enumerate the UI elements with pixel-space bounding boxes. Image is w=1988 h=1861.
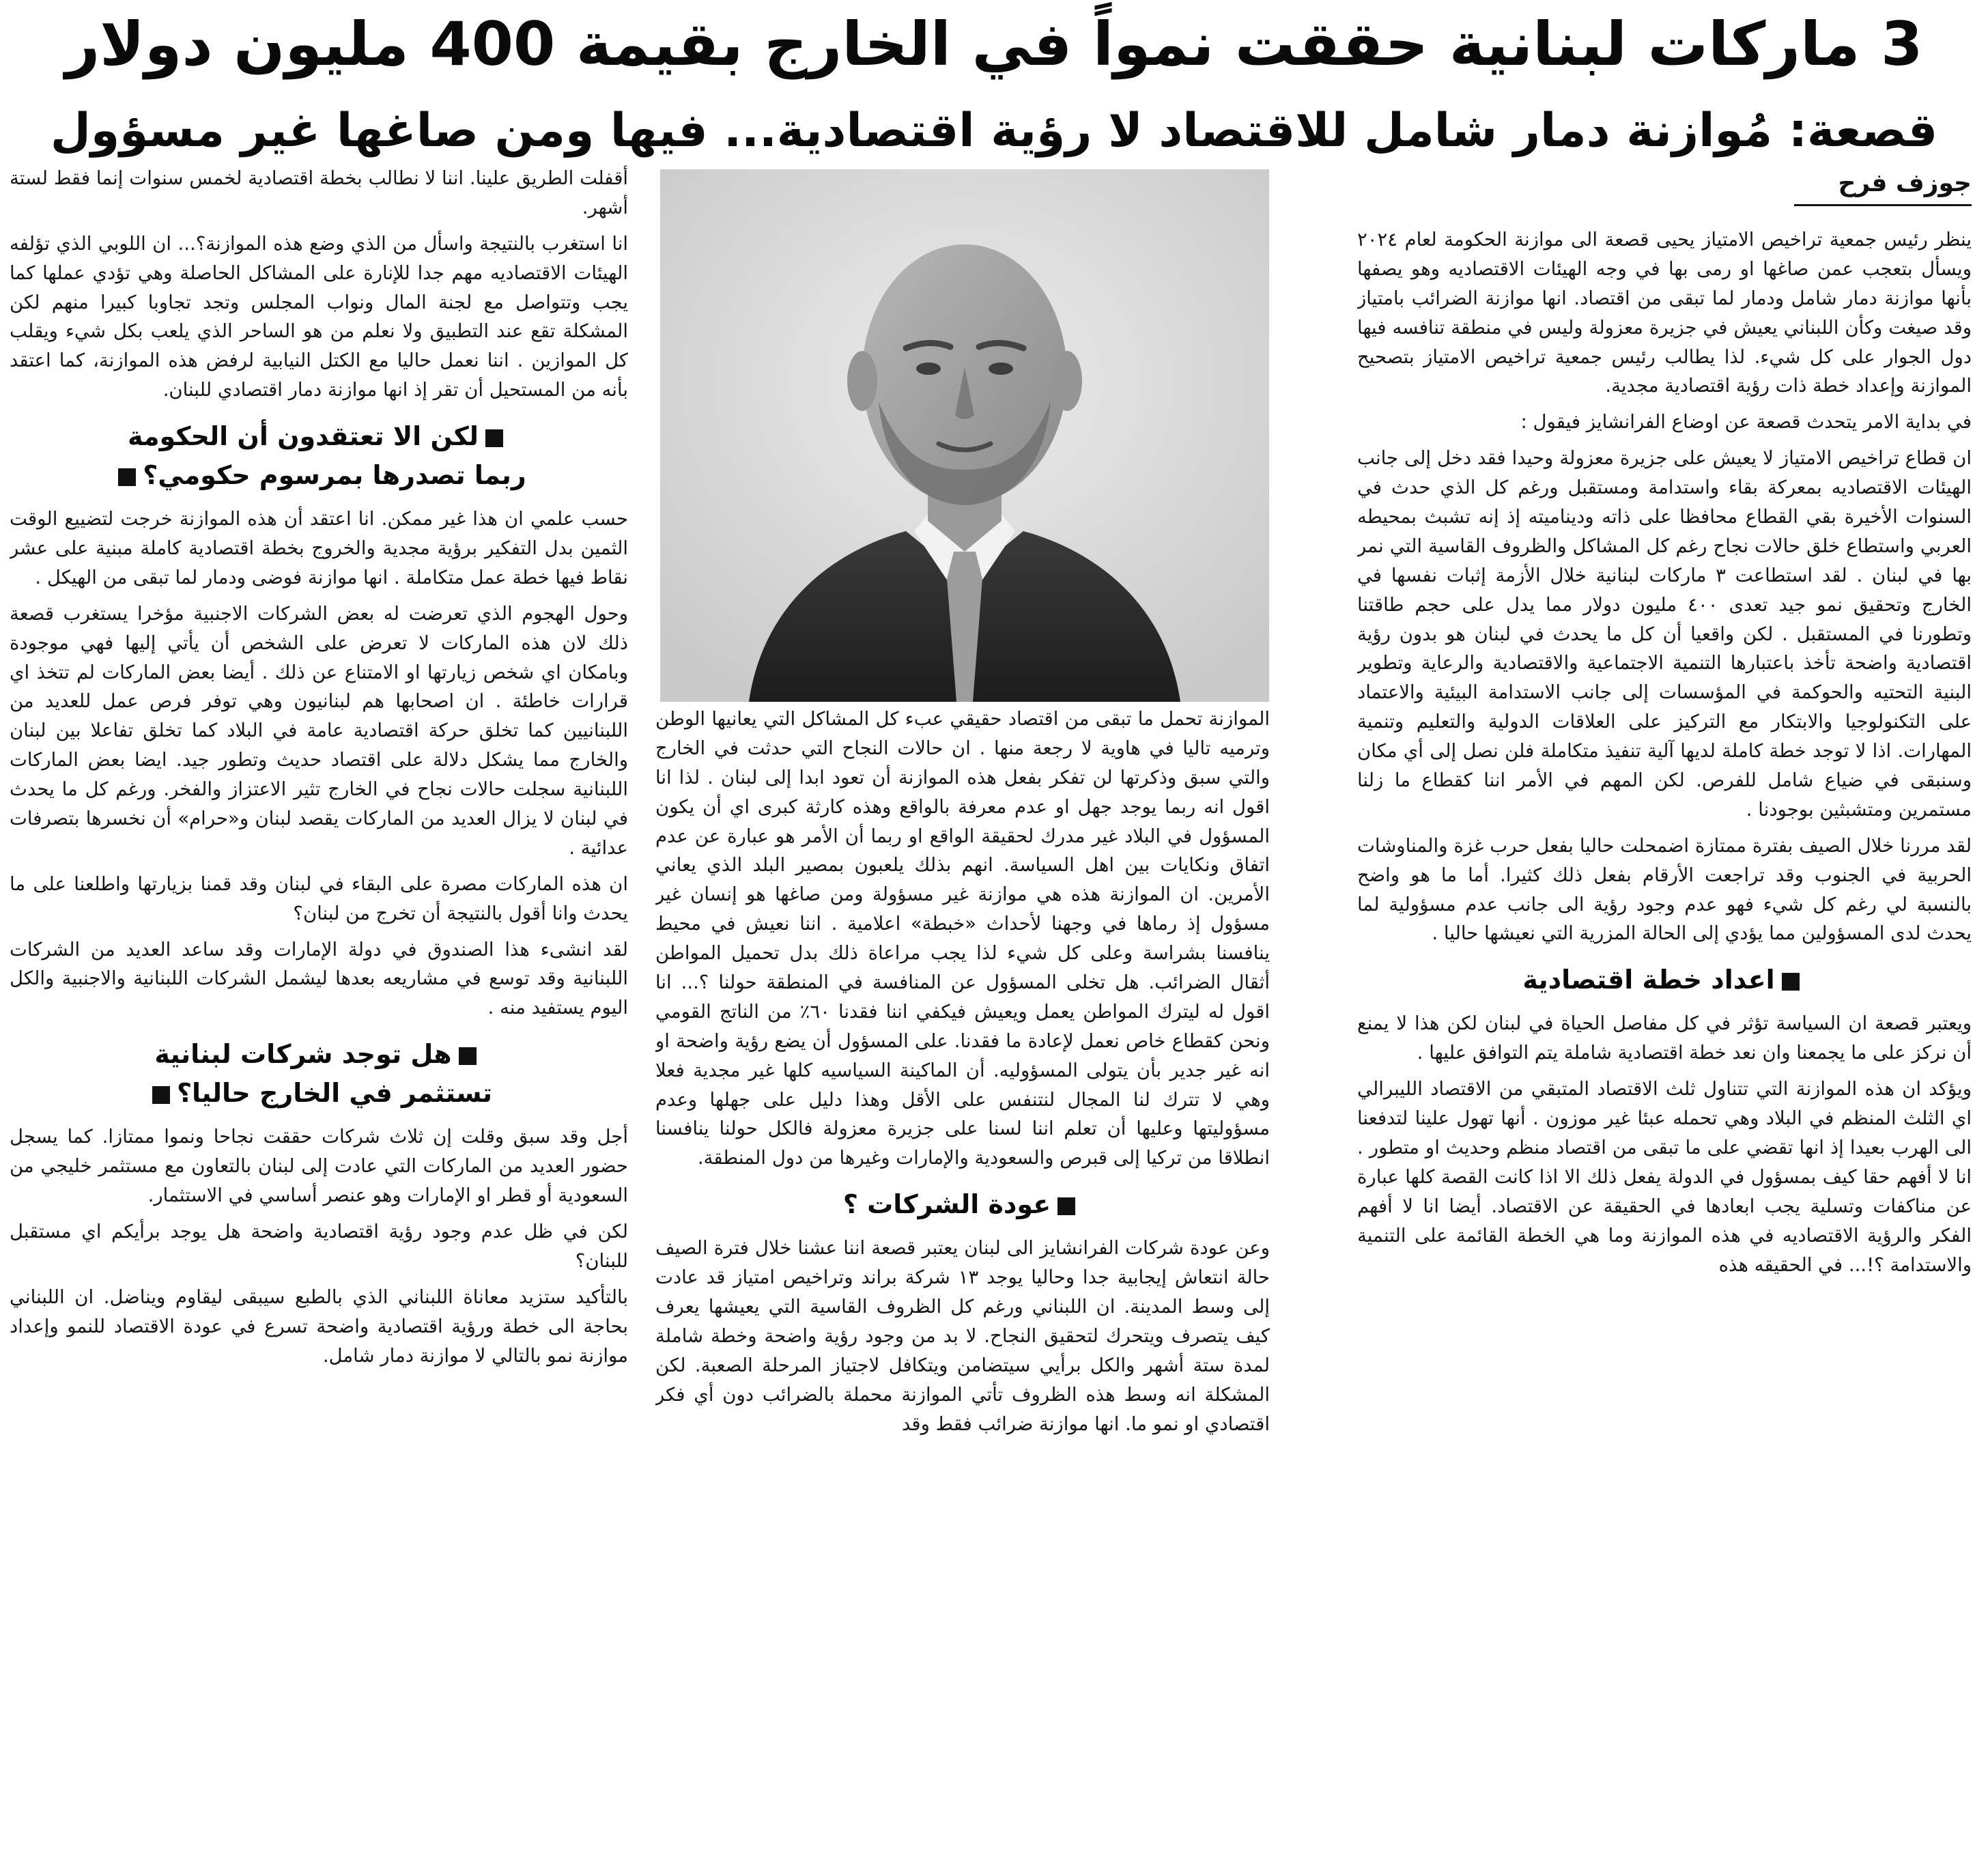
paragraph: بالتأكيد ستزيد معاناة اللبناني الذي بالطبع سيبقى ليقاوم ويناضل. ان اللبناني بحاجة الى خطة ورؤية اقتصادية واضحة تسرع في عودة الاقتصاد للنمو وإعداد موازنة نمو بالتالي لا موازنة دمار شامل. <box>10 1285 628 1367</box>
portrait-illustration <box>660 169 1269 702</box>
paragraph: أجل وقد سبق وقلت إن ثلاث شركات حققت نجاحا ونموا ممتازا. كما يسجل حضور العديد من الماركات التي عادت إلى لبنان بالتعاون مع مستثمر خليجي من السعودية أو قطر او الإمارات وهو عنصر أساسي في الاستثمار. <box>10 1126 628 1207</box>
square-bullet-icon <box>1782 973 1800 991</box>
subheading-text: تستثمر في الخارج حاليا؟ <box>176 1078 493 1109</box>
byline: جوزف فرح <box>1794 169 1972 206</box>
paragraph: ان قطاع تراخيص الامتياز لا يعيش على جزيرة معزولة وحيدا فقد دخل إلى جانب الهيئات الاقتصاديه بمعركة بقاء واستدامة ومستقبل ورغم كل الذي حدث في السنوات الأخيرة بقي القطاع محافظا على ذاته وديناميته إذ إنه تشبث بمحيطه العربي واستطاع خلق حالات نجاح رغم كل المشاكل والظروف القاسية التي نمر بها في لبنان . لقد استطاعت ٣ ماركات لبنانية خلال الأزمة إثبات نفسها في الخارج وتحقيق نمو جيد تعدى ٤٠٠ مليون دولار مما يدل على حجم طاقتنا وتطورنا في المستقبل . لكن واقعيا أن كل ما يحدث في لبنان هو بدون رؤية اقتصادية واضحة تأخذ باعتبارها التنمية الاجتماعية والاقتصادية والرعاية وتطوير البنية التحتيه والحوكمة في المؤسسات إلى جانب الاستدامة البيئية والاعتماد على التكنولوجيا والابتكار مع التركيز على العلاقات الدولية والتعليم وتنمية المهارات. اذا لا توجد خطة كاملة لديها آلية تنفيذ متكاملة فلن نصل إلى أي مكان وسنبقى في ضياع شامل للفرص. لكن المهم في الأمر اننا كقطاع ما زلنا مستمرين ومتشبثين بوجودنا . <box>1357 447 1972 821</box>
square-bullet-icon <box>1057 1197 1075 1215</box>
square-bullet-icon <box>485 429 503 447</box>
subheading-text: اعداد خطة اقتصادية <box>1522 965 1775 995</box>
square-bullet-icon <box>118 468 136 486</box>
paragraph: ان هذه الماركات مصرة على البقاء في لبنان وقد قمنا بزيارتها واطلعنا على ما يحدث وانا أقول بالنتيجة أن تخرج من لبنان؟ <box>10 872 628 924</box>
paragraph: ويعتبر قصعة ان السياسة تؤثر في كل مفاصل الحياة في لبنان لكن هذا لا يمنع أن نركز على ما يجمعنا وان نعد خطة اقتصادية شاملة يتم التوافق عليها . <box>1357 1012 1972 1064</box>
subheading <box>655 1185 1270 1224</box>
square-bullet-icon <box>459 1047 477 1065</box>
subheading-text: هل توجد شركات لبنانية <box>154 1039 452 1070</box>
square-bullet-icon <box>152 1086 170 1104</box>
paragraph: وحول الهجوم الذي تعرضت له بعض الشركات الاجنبية مؤخرا يستغرب قصعة ذلك لان هذه الماركات لا تعرض على الشخص أن يأتي إليها فهي موجودة وبامكان اي شخص زيارتها او الامتناع عن ذلك . أيضا بعض الماركات لم تتخذ اي قرارات خاطئة . ان اصحابها هم لبنانيون وهي توفر فرص عمل للعديد من اللبنانيين كما تخلق حركة اقتصادية عامة في البلاد كما تخلق تفاعلا بين لبنان والخارج مما يشكل دلالة على اقتصاد حديث وتطور جيد. ايضا بعض الماركات اللبنانية سجلت حالات نجاح في الخارج تثير الاعتزاز والفخر. ورغم كل ما يحدث في لبنان لا يزال العديد من الماركات يقصد لبنان و«حرام» أن نخسرها بتصرفات عدائية . <box>10 602 628 859</box>
paragraph: حسب علمي ان هذا غير ممكن. انا اعتقد أن هذه الموازنة خرجت لتضييع الوقت الثمين بدل التفكير برؤية مجدية والخروج بخطة اقتصادية كاملة مبنية على عشر نقاط فيها خطة عمل متكاملة . انها موازنة فوضى ودمار لما تبقى من الهيكل . <box>10 508 628 588</box>
headline-sub: قصعة: مُوازنة دمار شامل للاقتصاد لا رؤية اقتصادية... فيها ومن صاغها غير مسؤول <box>50 104 1938 158</box>
paragraph: وعن عودة شركات الفرانشايز الى لبنان يعتبر قصعة اننا عشنا خلال فترة الصيف حالة انتعاش إيجابية جدا وحاليا يوجد ١٣ شركة براند وتراخيص امتياز قد عادت إلى وسط المدينة. ان اللبناني ورغم كل الظروف القاسية التي يعيشها يعرف كيف يتصرف ويتحرك لتحقيق النجاح. لا بد من وجود رؤية واضحة وخطة شاملة لمدة ستة أشهر والكل برأيي سيتضامن ويتكافل لاجتياز المرحلة الصعبة. لكن المشكلة انه وسط هذه الظروف تأتي الموازنة محملة بالضرائب دون أي فكر اقتصادي او نمو ما. انها موازنة ضرائب فقط وقد <box>655 1237 1270 1435</box>
article-column-left <box>10 164 628 1857</box>
paragraph: أقفلت الطريق علينا. اننا لا نطالب بخطة اقتصادية لخمس سنوات إنما فقط لستة أشهر. <box>10 167 628 218</box>
article-column-middle <box>655 705 1270 1858</box>
paragraph: انا استغرب بالنتيجة واسأل من الذي وضع هذه الموازنة؟... ان اللوبي الذي تؤلفه الهيئات الاقتصاديه مهم جدا للإنارة على المشاكل الحاصلة وهي تؤدي عملها كما يجب وتتواصل مع لجنة المال ونواب المجلس وتجد تجاوبا كبيرا منهم لكن المشكلة تقع عند التطبيق ولا نعلم من هو الساحر الذي يلعب بكل شيء ويقلب كل الموازين . اننا نعمل حاليا مع الكتل النيابية لرفض هذه الموازنة، كما اعتقد بأنه من المستحيل أن تقر إذ انها موازنة دمار اقتصادي للبنان. <box>10 232 628 401</box>
subheading-text: ربما تصدرها بمرسوم حكومي؟ <box>143 460 526 491</box>
subheading-text: عودة الشركات ؟ <box>842 1189 1051 1220</box>
headline-main: 3 ماركات لبنانية حققت نمواً في الخارج بقيمة 400 مليون دولار <box>65 9 1923 79</box>
subheading <box>1357 961 1972 999</box>
subheading-text: لكن الا تعتقدون أن الحكومة <box>127 421 479 452</box>
paragraph: ويؤكد ان هذه الموازنة التي تتناول ثلث الاقتصاد المتبقي من الاقتصاد الليبرالي اي الثلث المنظم في البلاد وهي تحمله عبئا غير موزون . أنها تهول علينا لتدفعنا الى الهرب بعيدا إذ انها تقضي على ما تبقى من اقتصاد منظم وحديث او متطور . انا لا أفهم حقا كيف بمسؤول في الدولة يفعل ذلك الا اذا كانت القصة كلها عبارة عن مناكفات وتسلية يجب ابعادها في الحقيقة عن الاقتصاد. أيضا انا لا أفهم الفكر والرؤية الاقتصاديه في هذه الموازنة وما هي الخطة القائمة على التنمية والاستدامة ؟!... في الحقيقه هذه <box>1357 1078 1972 1276</box>
portrait-photo <box>660 169 1269 702</box>
paragraph: الموازنة تحمل ما تبقى من اقتصاد حقيقي عبء كل المشاكل التي يعانيها الوطن وترميه تاليا في هاوية لا رجعة منها . ان حالات النجاح التي حدثت في الخارج والتي سبق وذكرتها لن تفكر بفعل هذه الموازنة أن تعود ابدا إلى لبنان . لذا انا اقول انه ربما يوجد جهل او عدم معرفة بالواقع وهذه كارثة كبرى اي أن يكون المسؤول في البلاد غير مدرك لحقيقة الواقع او ربما أن الأمر هو عبارة عن عدم اتفاق ونكايات بين اهل السياسة. انهم بذلك يلعبون بمصير البلد الذي يعاني الأمرين. ان الموازنة هذه هي موازنة غير مسؤولة ومن صاغها هو إنسان غير مسؤول إذ رماها في وجهنا لأحداث «خبطة» اعلامية . اننا نعيش في محيط ينافسنا بشراسة وعلى كل شيء لذا يجب مراعاة ذلك بدل تحميل المواطن أثقال الضرائب. هل تخلى المسؤول عن المنافسة في المنطقة حولنا ؟... انا اقول له ليترك المواطن يعمل ويعيش فيكفي اننا فقدنا ٦٠٪ من الناتج القومي ونحن كقطاع خاص نعمل لإعادة ما فقدنا. على المسؤول أن يضع رؤية واضحة او انه غير جدير بأن يتولى المسؤوليه. أن الماكينة السياسيه كلها غير مجدية فعلا وهي لا تترك لنا المجال لنتنفس على الأقل وهذا دليل على جهلها وعدم مسؤوليتها وعليها أن تعلم اننا لسنا على جزيرة معزولة فالكل حولنا ينافسنا انطلاقا من تركيا إلى قبرص والسعودية والإمارات وغيرها من دول المنطقة. <box>655 708 1270 1169</box>
article-column-right <box>1357 225 1972 1857</box>
paragraph: ينظر رئيس جمعية تراخيص الامتياز يحيى قصعة الى موازنة الحكومة لعام ٢٠٢٤ ويسأل بتعجب عمن صاغها او رمى بها في وجه الهيئات الاقتصاديه وهو يصفها بأنها موازنة دمار شامل ودمار لما تبقى من اقتصاد. انها موازنة الضرائب بامتياز وقد صيغت وكأن اللبناني يعيش في جزيرة معزولة وليس في منطقة تنافسه فيها دول الجوار على كل شيء. لذا يطالب رئيس جمعية تراخيص الامتياز بتصحيح الموازنة وإعداد خطة ذات رؤية اقتصادية مجدية. <box>1357 229 1972 397</box>
subheading <box>10 1035 628 1113</box>
paragraph: لقد انشىء هذا الصندوق في دولة الإمارات وقد ساعد العديد من الشركات اللبنانية وقد توسع في مشاريعه بعدها ليشمل الشركات اللبنانية والاجنبية والكل اليوم يستفيد منه . <box>10 938 628 1019</box>
paragraph: لكن في ظل عدم وجود رؤية اقتصادية واضحة هل يوجد برأيكم اي مستقبل للبنان؟ <box>10 1220 628 1272</box>
subheading <box>10 417 628 495</box>
paragraph: في بداية الامر يتحدث قصعة عن اوضاع الفرانشايز فيقول : <box>1520 411 1972 434</box>
paragraph: لقد مررنا خلال الصيف بفترة ممتازة اضمحلت حاليا بفعل حرب غزة والمناوشات الحربية في الجنوب وقد تراجعت الأرقام بفعل ذلك كثيرا. أما ما هو واضح بالنسبة لي رغم كل شيء فهو عدم وجود رؤية الى جانب عدم مسؤولية لما يحدث لدى المسؤولين مما يؤدي إلى الحالة المزرية التي نعيشها حاليا . <box>1357 834 1972 945</box>
